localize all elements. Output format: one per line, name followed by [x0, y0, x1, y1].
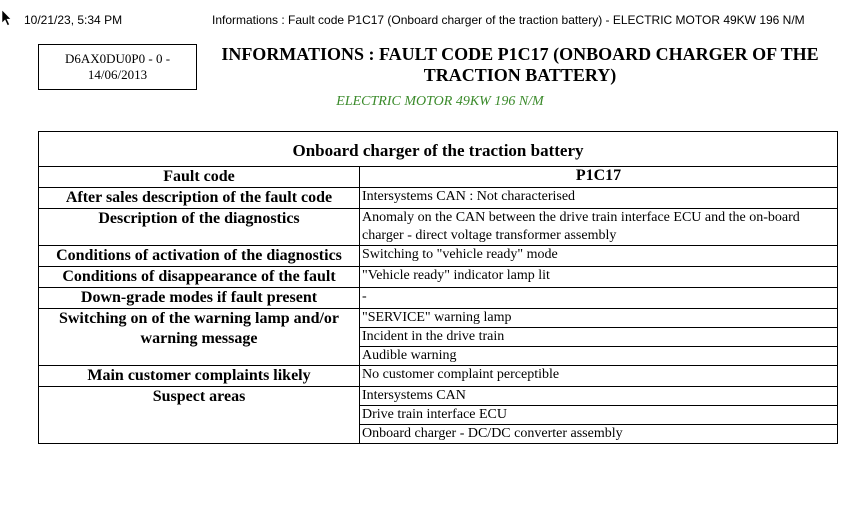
table-row — [39, 167, 838, 188]
suspect-value-3: Onboard charger - DC/DC converter assembly — [360, 425, 838, 444]
document-subtitle: ELECTRIC MOTOR 49KW 196 N/M — [336, 94, 544, 109]
description-value: Anomaly on the CAN between the drive train interface ECU and the on-board charger - direct voltage transformer assembly — [360, 209, 838, 246]
document-reference-code: D6AX0DU0P0 - 0 - — [64, 51, 171, 66]
table-row — [39, 288, 838, 309]
activation-label: Conditions of activation of the diagnostics — [39, 246, 360, 267]
disappearance-value: "Vehicle ready" indicator lamp lit — [360, 267, 838, 288]
suspect-value-2: Drive train interface ECU — [360, 406, 838, 425]
table-row — [39, 209, 838, 246]
mouse-pointer-icon — [2, 10, 12, 26]
table-row — [39, 366, 838, 387]
complaints-value: No customer complaint perceptible — [360, 366, 838, 387]
document-title-line1: INFORMATIONS : FAULT CODE P1C17 (ONBOARD CHARGER OF THE — [221, 44, 819, 64]
document-header — [38, 44, 842, 92]
document-title-line2: TRACTION BATTERY) — [423, 65, 617, 85]
fault-info-table — [38, 131, 838, 444]
after-sales-value: Intersystems CAN : Not characterised — [360, 188, 838, 209]
suspect-label: Suspect areas — [39, 387, 360, 444]
table-row — [39, 387, 838, 406]
warning-label: Switching on of the warning lamp and/or warning message — [39, 309, 360, 366]
fault-code-label: Fault code — [39, 167, 360, 188]
document-reference-box — [38, 44, 197, 90]
table-caption-row — [39, 132, 838, 167]
disappearance-label: Conditions of disappearance of the fault — [39, 267, 360, 288]
warning-value-1: "SERVICE" warning lamp — [360, 309, 838, 328]
fault-code-value: P1C17 — [360, 167, 838, 188]
warning-value-2: Incident in the drive train — [360, 328, 838, 347]
after-sales-label: After sales description of the fault code — [39, 188, 360, 209]
print-date: 10/21/23, 5:34 PM — [24, 13, 123, 27]
document-reference-date: 14/06/2013 — [87, 67, 148, 82]
table-row — [39, 246, 838, 267]
table-row — [39, 267, 838, 288]
downgrade-value: - — [360, 288, 838, 309]
table-row — [39, 188, 838, 209]
suspect-value-1: Intersystems CAN — [360, 387, 838, 406]
complaints-label: Main customer complaints likely — [39, 366, 360, 387]
warning-value-3: Audible warning — [360, 347, 838, 366]
activation-value: Switching to "vehicle ready" mode — [360, 246, 838, 267]
downgrade-label: Down-grade modes if fault present — [39, 288, 360, 309]
table-row — [39, 309, 838, 328]
document-title — [208, 44, 832, 86]
description-label: Description of the diagnostics — [39, 209, 360, 246]
print-page-title: Informations : Fault code P1C17 (Onboard charger of the traction battery) - ELECTRIC MOTOR 49KW 196 N/M — [212, 13, 805, 27]
table-caption: Onboard charger of the traction battery — [39, 132, 838, 167]
